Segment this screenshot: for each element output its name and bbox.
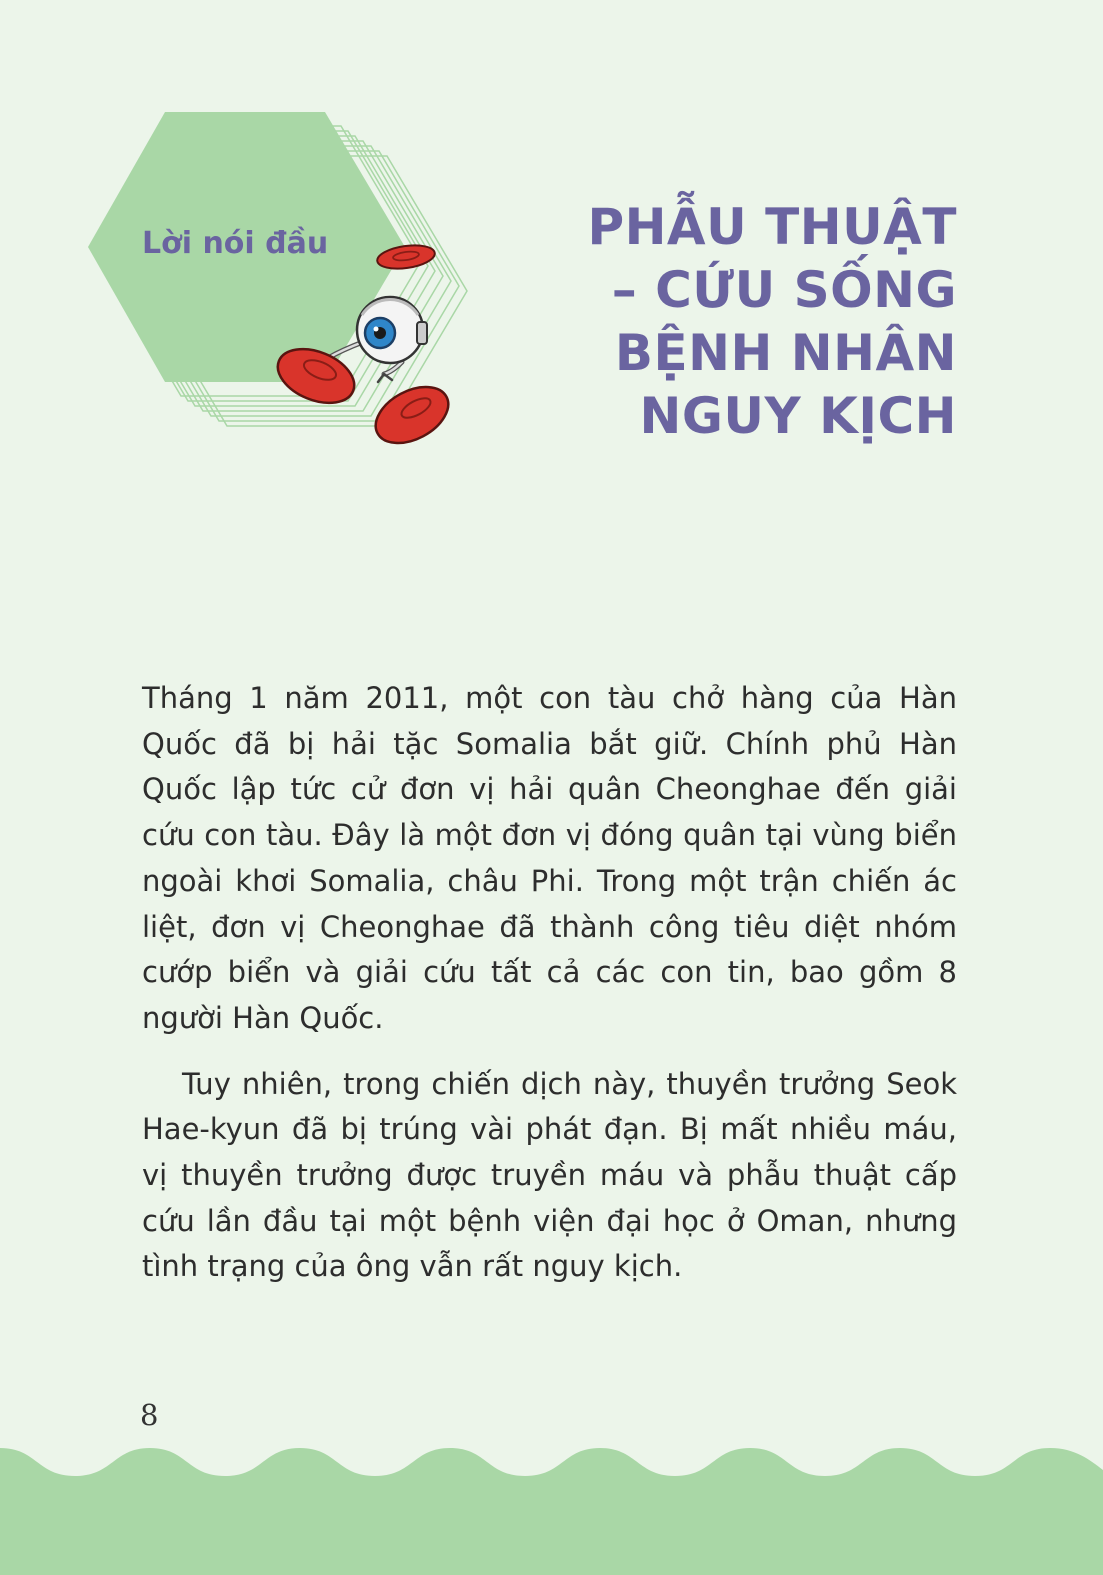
chapter-title-line: NGUY KỊCH: [639, 387, 957, 445]
body-paragraph: Tháng 1 năm 2011, một con tàu chở hàng của Hàn Quốc đã bị hải tặc Somalia bắt giữ. Chính phủ Hàn Quốc lập tức cử đơn vị hải quân Cheonghae đến giải cứu con tàu. Đây là một đơn vị đóng quân tại vùng biển ngoài khơi Somalia, châu Phi. Trong một trận chiến ác liệt, đơn vị Cheonghae đã thành công tiêu diệt nhóm cướp biển và giải cứu tất cả các con tin, bao gồm 8 người Hàn Quốc.: [142, 681, 957, 1035]
hexagon-illustration: [80, 100, 500, 460]
chapter-title-line: BỆNH NHÂN: [614, 324, 957, 382]
body-text: [142, 676, 957, 1290]
wave-footer: [0, 1430, 1103, 1575]
chapter-title-line: – CỨU SỐNG: [611, 261, 957, 319]
section-label: Lời nói đầu: [142, 226, 329, 261]
page-number: 8: [140, 1398, 159, 1432]
chapter-title-line: PHẪU THUẬT: [587, 198, 957, 256]
body-paragraph: Tuy nhiên, trong chiến dịch này, thuyền trưởng Seok Hae-kyun đã bị trúng vài phát đạn. Bị mất nhiều máu, vị thuyền trưởng được truyền máu và phẫu thuật cấp cứu lần đầu tại một bệnh viện đại học ở Oman, nhưng tình trạng của ông vẫn rất nguy kịch.: [142, 1066, 957, 1284]
chapter-title: [487, 196, 957, 448]
